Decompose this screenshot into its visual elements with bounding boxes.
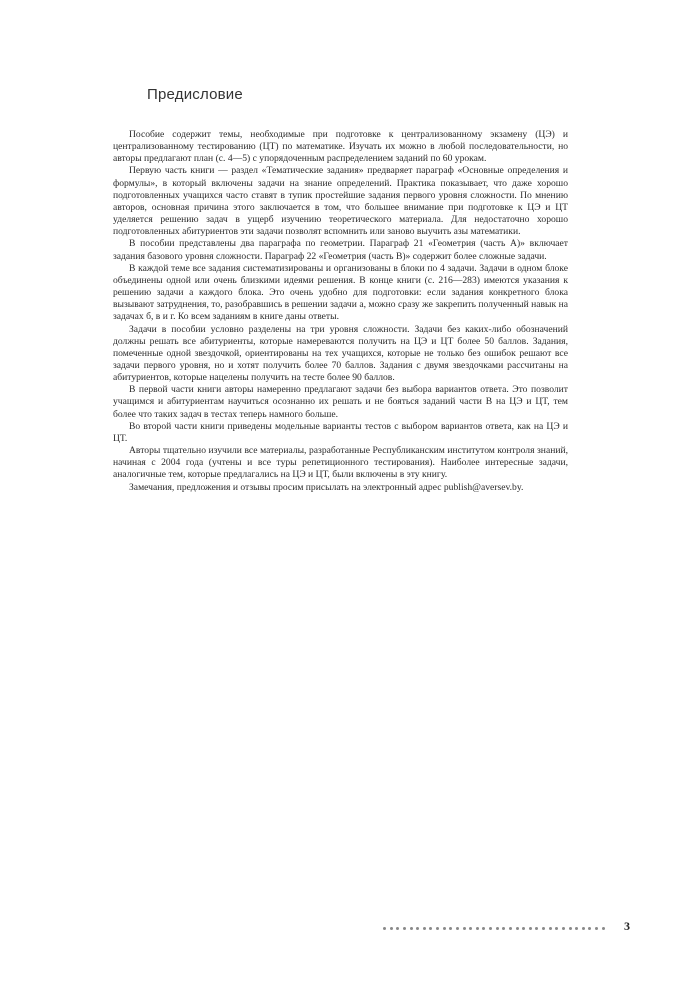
paragraph-difficulty: Задачи в пособии условно разделены на три уровня сложности. Задачи без каких-либо обозначений должны решать все абитуриенты, которые намереваются получить на ЦЭ и ЦТ более 50 баллов. Задания, помеченные одной звездочкой, ориентированы на тех учащихся, которые не только без ошибок решают все задачи первого уровня, но и хотят получить более 70 баллов. Задания с двумя звездочками рассчитаны на абитуриентов, которые нацелены получить на тесте более 90 баллов.: [113, 323, 568, 384]
paragraph-geometry: В пособии представлены два параграфа по геометрии. Параграф 21 «Геометрия (часть А)» включает задания базового уровня сложности. Параграф 22 «Геометрия (часть В)» содержит более сложные задачи.: [113, 238, 568, 262]
body-text: [113, 129, 568, 494]
paragraph-materials: Авторы тщательно изучили все материалы, разработанные Республиканским институтом контроля знаний, начиная с 2004 года (учтены и все туры репетиционного тестирования). Наиболее интересные задачи, аналогичные тем, которые предлагались на ЦЭ и ЦТ, были включены в эту книгу.: [113, 445, 568, 481]
paragraph-intro: Пособие содержит темы, необходимые при подготовке к централизованному экзамену (ЦЭ) и централизованному тестированию (ЦТ) по математике. Изучать их можно в любой последовательности, но авторы предлагают план (с. 4—5) с упорядоченным распределением заданий по 60 урокам.: [113, 129, 568, 165]
paragraph-blocks: В каждой теме все задания систематизированы и организованы в блоки по 4 задачи. Задачи в одном блоке объединены одной или очень близкими идеями решения. В конце книги (с. 216—283) имеются указания к решению задачи а каждого блока. Это очень удобно для подготовки: если задания конкретного блока вызывают затруднения, то, разобравшись в решении задачи а, можно сразу же закрепить полученный навык на задачах б, в и г. Ко всем заданиям в книге даны ответы.: [113, 262, 568, 323]
paragraph-no-options: В первой части книги авторы намеренно предлагают задачи без выбора вариантов ответа. Это позволит учащимся и абитуриентам научиться осознанно их решать и не бояться заданий части В на ЦЭ и ЦТ, тем более что таких задач в тестах теперь намного больше.: [113, 384, 568, 420]
paragraph-first-part: Первую часть книги — раздел «Тематические задания» предваряет параграф «Основные определения и формулы», в который включены задачи на знание определений. Практика показывает, что даже хорошо подготовленных учащихся часто ставят в тупик простейшие задания первого уровня сложности. По мнению авторов, основная причина этого заключается в том, что большее внимание при подготовке к ЦЭ и ЦТ уделяется решению задач в ущерб изучению теоретического материала. Для недостаточно хорошо подготовленных абитуриентов эти задачи позволят вспомнить или заново выучить азы математики.: [113, 165, 568, 238]
paragraph-second-part: Во второй части книги приведены модельные варианты тестов с выбором вариантов ответа, как на ЦЭ и ЦТ.: [113, 420, 568, 444]
page-number: 3: [624, 919, 630, 933]
page-title: Предисловие: [147, 86, 243, 103]
footer-dotted-rule: [383, 924, 605, 932]
paragraph-contacts: Замечания, предложения и отзывы просим присылать на электронный адрес publish@aversev.by.: [129, 481, 524, 493]
